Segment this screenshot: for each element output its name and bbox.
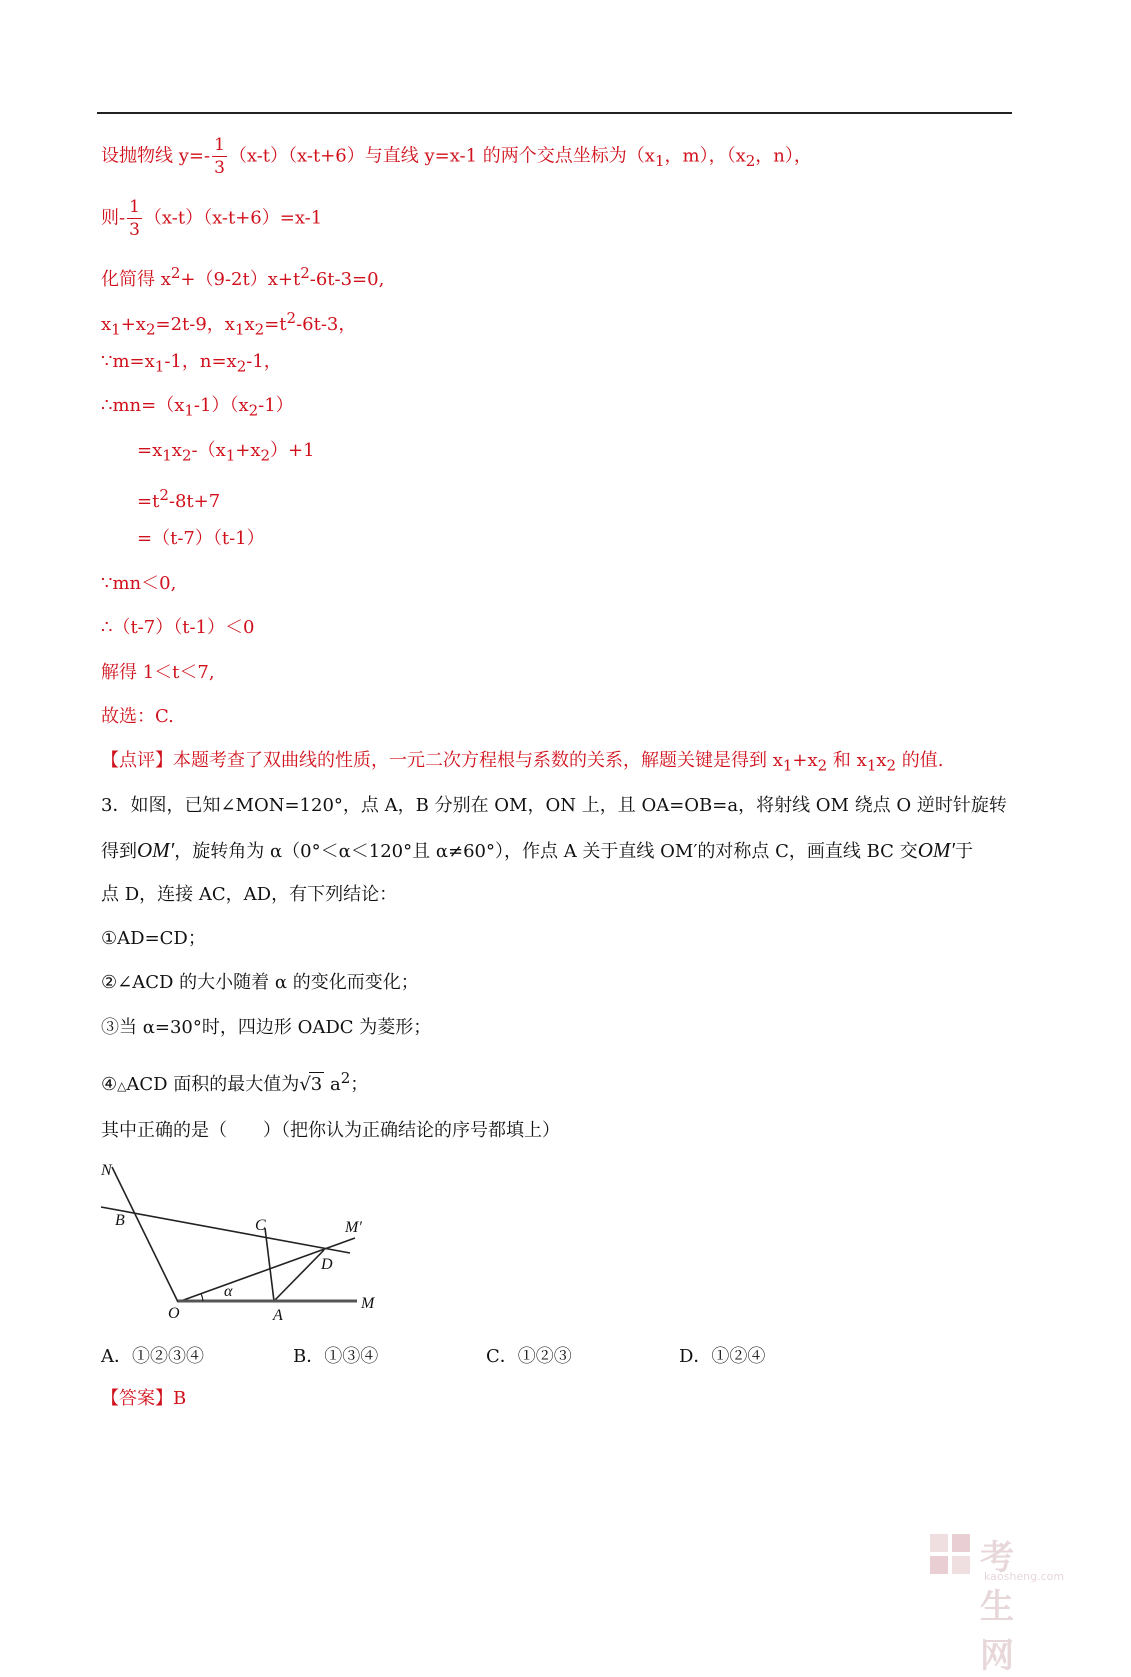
option-c[interactable]: C．①②③ bbox=[486, 1346, 572, 1367]
solution-line-6: $\therefore mn=(x_1-1)(x_2-1)$ bbox=[101, 395, 294, 420]
question-prompt: 其中正确的是（ ）（把你认为正确结论的序号都填上） bbox=[101, 1120, 560, 1141]
question-line-1: 3．如图，已知∠MON=120°，点 A，B 分别在 OM，ON 上，且 OA=OB=a，将射线 OM 绕点 O 逆时针旋转 bbox=[101, 795, 1007, 816]
line-BC bbox=[101, 1207, 350, 1253]
option-a[interactable]: A．①②③④ bbox=[101, 1346, 204, 1367]
conclusion-3: ③当 α=30°时，四边形 OADC 为菱形； bbox=[101, 1017, 432, 1038]
label-alpha: α bbox=[224, 1283, 233, 1300]
label-C: C bbox=[255, 1217, 266, 1234]
solution-line-13: 故选：C. bbox=[101, 706, 174, 727]
solution-line-2: 则- $\frac{1}{3}$ （x-t）（x-t+6）=x-1 bbox=[101, 197, 323, 240]
solution-line-1: 设抛物线 y=- $\frac{1}{3}$ （x-t）（x-t+6）与直线 y=x-1 的两个交点坐标为（$x_1$，m），（$x_2$，n）， bbox=[101, 135, 812, 178]
solution-line-10: ∵mn＜0, bbox=[101, 573, 177, 594]
label-D: D bbox=[321, 1256, 333, 1273]
conclusion-1: ①AD=CD； bbox=[101, 928, 206, 949]
conclusion-4: ④△ACD 面积的最大值为√3 $a^2$； bbox=[101, 1069, 369, 1095]
header-rule bbox=[97, 112, 1012, 114]
solution-line-11: ∴（t-7）（t-1）＜0 bbox=[101, 617, 255, 638]
solution-line-4: $x_1+x_2=2t-9$，$x_1x_2=t^2-6t-3$， bbox=[101, 309, 357, 339]
watermark-logo-icon bbox=[928, 1532, 974, 1578]
comment-line: 【点评】本题考查了双曲线的性质，一元二次方程根与系数的关系，解题关键是得到 $x_1+x_2$ 和 $x_1x_2$ 的值. bbox=[101, 750, 944, 775]
question-line-3: 点 D，连接 AC，AD，有下列结论： bbox=[101, 884, 398, 905]
solution-line-7: $=x_1x_2-(x_1+x_2)+1$ bbox=[137, 440, 315, 465]
solution-line-8: $=t^2-8t+7$ bbox=[137, 486, 221, 512]
label-M: M bbox=[361, 1295, 375, 1312]
question-line-2: 得到OM′，旋转角为 α（0°＜α＜120°且 α≠60°），作点 A 关于直线 OM′的对称点 C，画直线 BC 交OM′于 bbox=[101, 838, 973, 862]
solution-line-5: $\because m=x_1-1$，$n=x_2-1$， bbox=[101, 351, 282, 376]
solution-line-12: 解得 1＜t＜7, bbox=[101, 662, 215, 683]
label-M-prime: M′ bbox=[345, 1219, 362, 1236]
label-A: A bbox=[273, 1307, 283, 1324]
line-ON bbox=[112, 1167, 178, 1302]
label-O: O bbox=[168, 1305, 180, 1322]
answer-line: 【答案】B bbox=[101, 1388, 187, 1409]
fraction: $\frac{1}{3}$ bbox=[129, 197, 140, 240]
label-N: N bbox=[101, 1162, 112, 1179]
label-B: B bbox=[115, 1212, 125, 1229]
option-d[interactable]: D．①②④ bbox=[679, 1346, 766, 1367]
solution-line-3: 化简得 $x^2+(9-2t)x+t^2-6t-3=0$, bbox=[101, 264, 385, 290]
geometry-figure bbox=[95, 1155, 395, 1330]
conclusion-2: ②∠ACD 的大小随着 α 的变化而变化； bbox=[101, 972, 419, 993]
solution-line-9: =（t-7）（t-1） bbox=[137, 528, 265, 549]
option-b[interactable]: B．①③④ bbox=[293, 1346, 379, 1367]
fraction: $\frac{1}{3}$ bbox=[214, 135, 225, 178]
sqrt-symbol: √3 bbox=[299, 1074, 323, 1095]
